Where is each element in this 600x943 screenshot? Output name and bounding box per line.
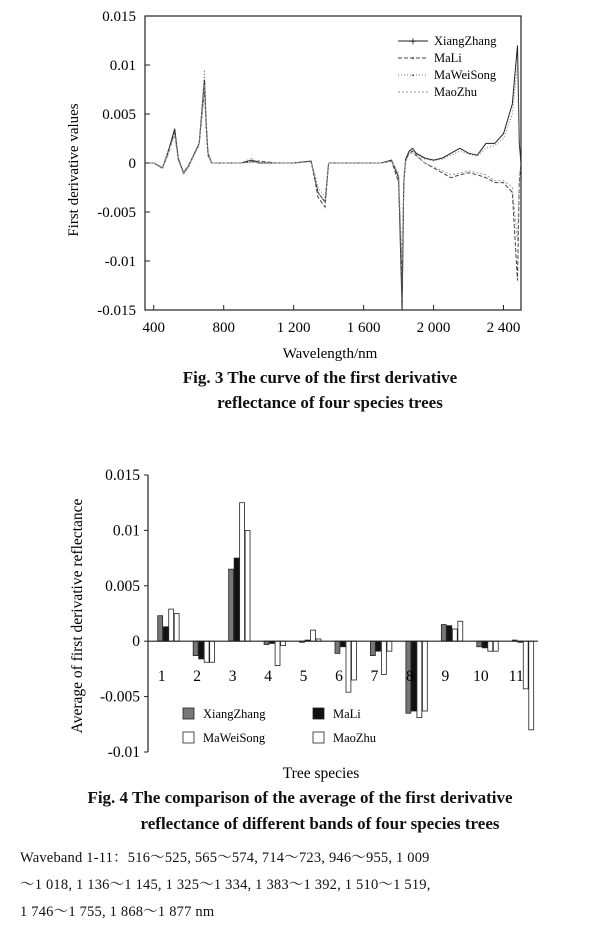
fig4-bar: [452, 629, 457, 641]
fig4-bar: [335, 641, 340, 653]
fig4-legend-label: MaoZhu: [333, 731, 377, 745]
fig4-bar: [493, 641, 498, 651]
fig4-legend: [183, 707, 377, 745]
fig4-bar: [163, 627, 168, 641]
fig3-legend-marker: ·: [410, 52, 416, 67]
fig4-y-tick-label: 0.01: [112, 522, 140, 540]
fig3-legend-marker: ·: [410, 69, 416, 84]
fig4-bar: [281, 641, 286, 645]
fig3-y-tick-label: 0.005: [102, 107, 136, 123]
fig3-y-tick-label: -0.01: [104, 254, 136, 270]
fig3-caption-line2: reflectance of four species trees: [217, 393, 443, 412]
fig4-category-label: 4: [264, 668, 272, 686]
fig4-bar: [523, 641, 528, 689]
fig4-legend-label: MaWeiSong: [203, 731, 266, 745]
fig4-legend-swatch: [183, 732, 194, 743]
fig4-bar: [447, 626, 452, 642]
fig4-bar: [477, 641, 482, 647]
fig4-y-tick-label: -0.01: [107, 744, 140, 761]
fig3-y-tick-label: 0: [128, 156, 136, 172]
fig4-bar: [240, 503, 245, 642]
fig4-caption-line1: Fig. 4 The comparison of the average of the first derivative: [87, 788, 513, 807]
fig4-caption-line2: reflectance of different bands of four species trees: [140, 814, 500, 833]
fig4-legend-label: XiangZhang: [203, 707, 266, 721]
fig4-legend-swatch: [313, 708, 324, 719]
fig3-x-tick-label: 1 200: [276, 320, 311, 336]
fig4-bar: [199, 641, 204, 659]
fig3-legend: [398, 34, 497, 99]
fig4-bar: [210, 641, 215, 662]
fig4-bar: [158, 616, 163, 641]
fig3-legend-label: MaLi: [434, 51, 462, 65]
fig3-x-tick-label: 2 400: [486, 320, 521, 336]
fig4-y-tick-label: 0: [132, 633, 140, 651]
fig3-x-tick-label: 1 600: [346, 320, 381, 336]
fig4-bar: [229, 569, 234, 641]
fig4-plot-area: [158, 503, 534, 730]
fig3-line-chart: [0, 0, 600, 365]
fig4-bar: [245, 530, 250, 641]
fig4-bar: [387, 641, 392, 651]
fig3-y-tick-label: 0.015: [102, 9, 136, 25]
fig4-legend-swatch: [183, 708, 194, 719]
fig4-y-tick-label: 0.005: [105, 577, 140, 595]
fig4-bar: [352, 641, 357, 680]
fig4-category-label: 5: [299, 668, 308, 686]
fig4-bar: [417, 641, 422, 717]
fig3-y-axis-label: First derivative values: [66, 103, 82, 237]
fig4-bar: [441, 625, 446, 642]
fig3-x-tick-label: 800: [212, 320, 235, 336]
fig3-legend-label: XiangZhang: [434, 34, 497, 48]
fig4-bar: [174, 614, 179, 642]
fig3-x-axis-label: Wavelength/nm: [282, 346, 378, 362]
fig4-bar: [311, 630, 316, 641]
fig3-series-line: [145, 65, 521, 300]
waveband-note-line3: 1 746～1 755, 1 868～1 877 nm: [20, 904, 215, 920]
fig4-category-label: 6: [335, 668, 343, 686]
fig4-bar-chart: [0, 455, 600, 785]
fig4-legend-swatch: [313, 732, 324, 743]
fig4-category-label: 1: [157, 668, 166, 686]
fig4-bar: [376, 641, 381, 651]
fig4-bar: [422, 641, 427, 711]
waveband-note-line1: Waveband 1-11：516～525, 565～574, 714～723, 946～955, 1 009: [20, 850, 430, 866]
fig3-series-line: [145, 90, 521, 281]
fig4-category-label: 3: [228, 668, 237, 686]
fig4-bar: [458, 621, 463, 641]
fig4-bar: [234, 558, 239, 641]
fig3-legend-label: MaoZhu: [434, 85, 478, 99]
fig4-category-label: 9: [441, 668, 450, 686]
fig4-bar: [193, 641, 198, 655]
fig4-bar: [169, 609, 174, 641]
fig4-category-label: 8: [406, 668, 414, 686]
fig3-legend-marker: +: [409, 35, 417, 50]
fig4-category-label: 7: [370, 668, 379, 686]
fig4-bar: [529, 641, 534, 730]
fig4-bar: [204, 641, 209, 662]
fig4-bar: [275, 641, 280, 665]
fig3-y-tick-label: -0.005: [97, 205, 136, 221]
fig4-category-label: 2: [193, 668, 202, 686]
fig3-x-tick-label: 400: [142, 320, 165, 336]
fig4-y-axis-label: Average of first derivative reflectance: [69, 498, 86, 734]
fig4-legend-label: MaLi: [333, 707, 361, 721]
fig3-y-tick-label: 0.01: [109, 58, 136, 74]
fig4-y-tick-label: -0.005: [99, 688, 140, 706]
fig3-legend-label: MaWeiSong: [434, 68, 497, 82]
fig4-x-axis-label: Tree species: [282, 765, 360, 782]
waveband-note-line2: ～1 018, 1 136～1 145, 1 325～1 334, 1 383～1 392, 1 510～1 519,: [20, 877, 431, 893]
fig4-bar: [381, 641, 386, 674]
fig4-bar: [482, 641, 487, 648]
fig4-bar: [488, 641, 493, 651]
fig3-caption-line1: Fig. 3 The curve of the first derivative: [182, 368, 458, 387]
fig4-y-tick-label: 0.015: [105, 467, 140, 484]
fig4-category-label: 10: [473, 668, 489, 686]
fig3-x-tick-label: 2 000: [416, 320, 451, 336]
fig4-category-label: 11: [508, 668, 524, 686]
fig4-bar: [346, 641, 351, 692]
fig4-bar: [341, 641, 346, 647]
fig4-bar: [370, 641, 375, 655]
fig3-y-tick-label: -0.015: [97, 303, 136, 319]
